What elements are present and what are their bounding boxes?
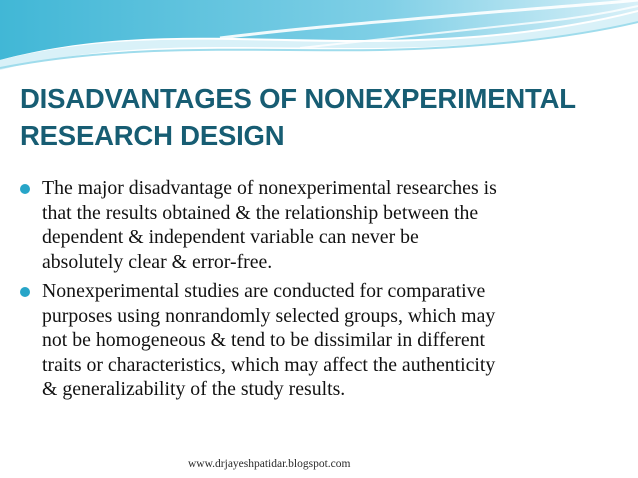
bullet-1-line-1: The major disadvantage of nonexperimental researches is [42, 177, 497, 199]
title-line-1: DISADVANTAGES OF NONEXPERIMENTAL [20, 83, 576, 114]
header-wave-decoration [0, 0, 638, 80]
bullet-2-line-2: purposes using nonrandomly selected groups, which may [42, 304, 496, 327]
bullet-2-line-4: traits or characteristics, which may affect the authenticity [42, 353, 496, 376]
bullet-marker-icon [20, 184, 30, 194]
bullet-1-line-4: absolutely clear & error-free. [42, 250, 273, 273]
bullet-item-2 [20, 279, 632, 402]
bullet-item-1 [20, 176, 632, 274]
bullet-1-line-2: that the results obtained & the relationship between the [42, 201, 479, 224]
bullet-2-line-3: not be homogeneous & tend to be dissimilar in different [42, 329, 485, 351]
bullet-list [20, 176, 632, 402]
bullet-2-line-5: & generalizability of the study results. [42, 378, 346, 400]
bullet-2-line-1: Nonexperimental studies are conducted for comparative [42, 280, 486, 302]
bullet-1-line-3: dependent & independent variable can never be [42, 226, 419, 248]
footer-url[interactable]: www.drjayeshpatidar.blogspot.com [188, 458, 351, 470]
slide-title [20, 80, 630, 154]
title-line-2: RESEARCH DESIGN [20, 120, 285, 151]
bullet-marker-icon [20, 287, 30, 297]
